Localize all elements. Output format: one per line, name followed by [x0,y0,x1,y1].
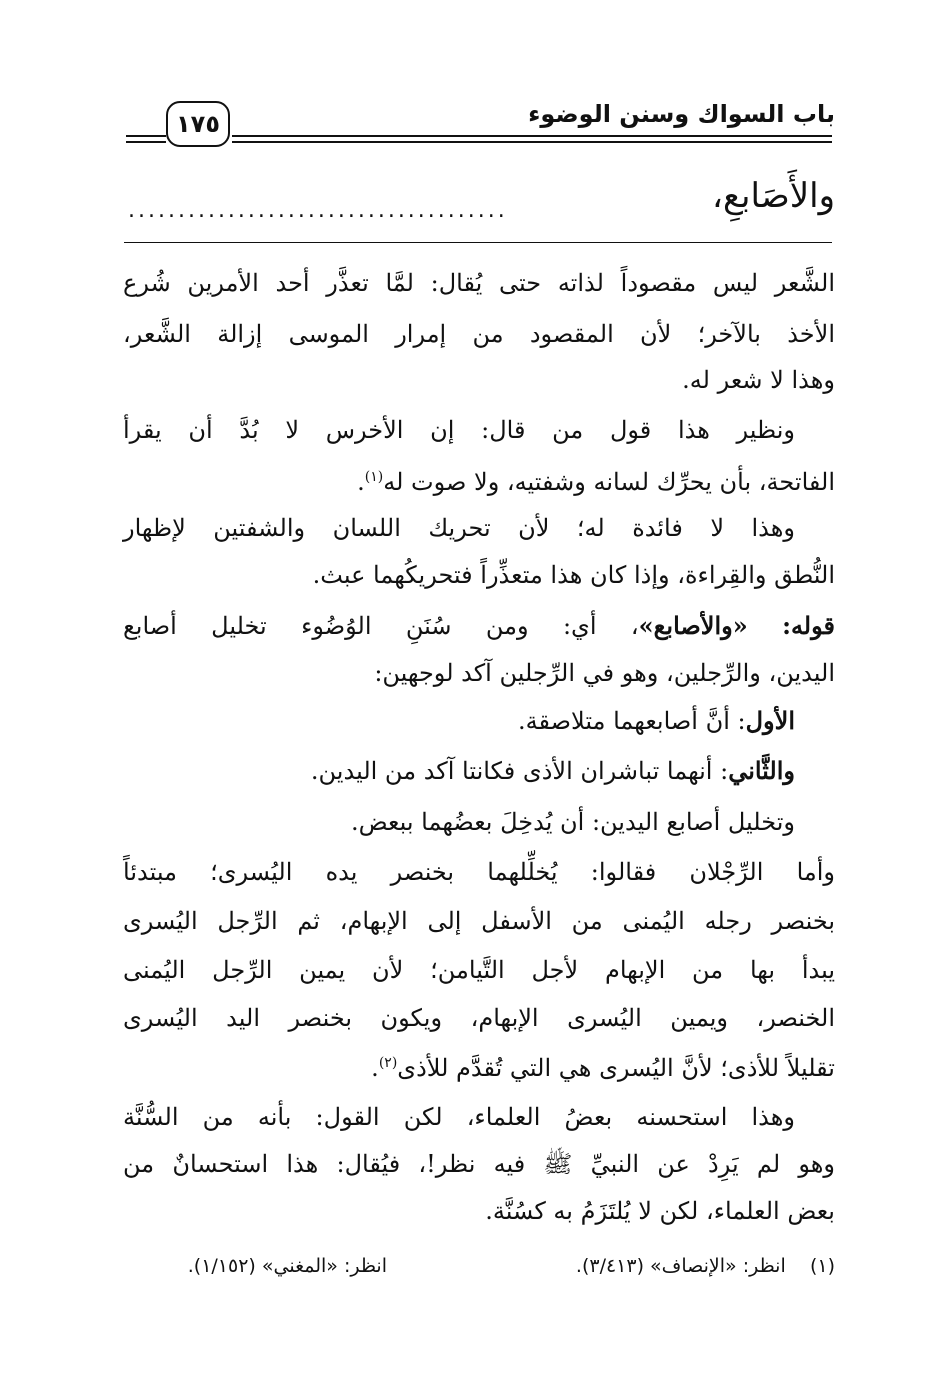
text-line: الشَّعر ليس مقصوداً لذاته حتى يُقال: لمَّا تعذَّر أحد الأمرين شُرع [123,269,835,297]
text-span: : أنَّ أصابعهما متلاصقة. [518,707,746,735]
text-line: تقليلاً للأذى؛ لأنَّ اليُسرى هي التي تُقدَّم للأذى$^{(٢)}$. [371,1054,835,1082]
text-line: اليدين، والرِّجلين، وهو في الرِّجلين آكد لوجهين: [374,659,835,687]
matn-text: والأَصَابعِ، [711,176,835,216]
header-rule-left-2 [126,141,166,143]
running-header-title: باب السواك وسنن الوضوء [528,100,835,128]
quoted-term: «والأصابع» [638,611,748,640]
text-line: بعض العلماء، لكن لا يُلتَزَمُ به كسُنَّة. [485,1197,835,1225]
text-line: وهذا لا فائدة له؛ لأن تحريك اللسان والشفتين لإظهار [123,514,795,542]
text-line: الفاتحة، بأن يحرِّك لسانه وشفتيه، ولا صوت له$^{(١)}$. [357,468,835,496]
point-label: والثَّاني [728,756,795,785]
text-line [123,609,835,643]
text-line: وتخليل أصابع اليدين: أن يُدخِلَ بعضُهما ببعض. [351,808,795,836]
qawluh-label: قوله: [782,611,835,640]
text-line: الخنصر، ويمين اليُسرى الإبهام، ويكون بخنصر اليد اليُسرى [123,1004,835,1032]
matn-rule [124,242,832,243]
header-rule-left [126,135,166,137]
text-line: يبدأ بها من الإبهام لأجل التَّيامن؛ لأن يمين الرِّجل اليُمنى [123,956,835,984]
footnote-ref: (١) [364,469,384,485]
page-number: ١٧٥ [166,101,230,147]
header-rule-right-2 [232,141,832,143]
footnote-ref: (٢) [378,1055,398,1071]
matn-dots: ...................................... [128,198,508,223]
header-rule-right [232,135,832,137]
text-line: النُّطق والقِراءة، وإذا كان هذا متعذِّراً فتحريكُهما عبث. [312,561,835,589]
footnote-text: انظر: «المغني» (١/١٥٢). [187,1255,387,1277]
text-line: وهذا لا شعر له. [682,366,835,394]
footnote-text: انظر: «الإنصاف» (٣/٤١٣). [575,1255,786,1277]
text-span: ، أي: ومن سُنَنِ الوُضُوء تخليل أصابع [123,612,639,640]
text-line [123,754,795,788]
text-span: تقليلاً للأذى؛ لأنَّ اليُسرى هي التي تُقدَّم للأذى [397,1054,835,1082]
text-line: الأخذ بالآخر؛ لأن المقصود من إمرار الموسى إزالة الشَّعر، [123,320,835,348]
point-label: الأول [745,706,795,735]
text-line: وهو لم يَرِدْ عن النبيِّ ﷺ فيه نظر!، فيُقال: هذا استحسانٌ من [123,1150,835,1178]
text-line: وهذا استحسنه بعضُ العلماء، لكن القول: بأنه من السُّنَّة [123,1103,795,1131]
footnote-2 [188,1255,387,1277]
text-line: ونظير هذا قول من قال: إن الأخرس لا بُدَّ أن يقرأ [123,416,796,444]
text-line: بخنصر رجله اليُمنى من الأسفل إلى الإبهام، ثم الرِّجل اليُسرى [123,907,835,935]
text-line [123,704,795,738]
text-line: وأما الرِّجْلان فقالوا: يُخلِّلهما بخنصر يده اليُسرى؛ مبتدئاً [123,858,835,886]
text-span: : أنهما تباشران الأذى فكانتا آكد من اليدين. [310,757,729,785]
footnote-1 [576,1255,835,1277]
text-span: الفاتحة، بأن يحرِّك لسانه وشفتيه، ولا صوت له [383,468,835,496]
footnote-number: (١) [809,1255,835,1277]
